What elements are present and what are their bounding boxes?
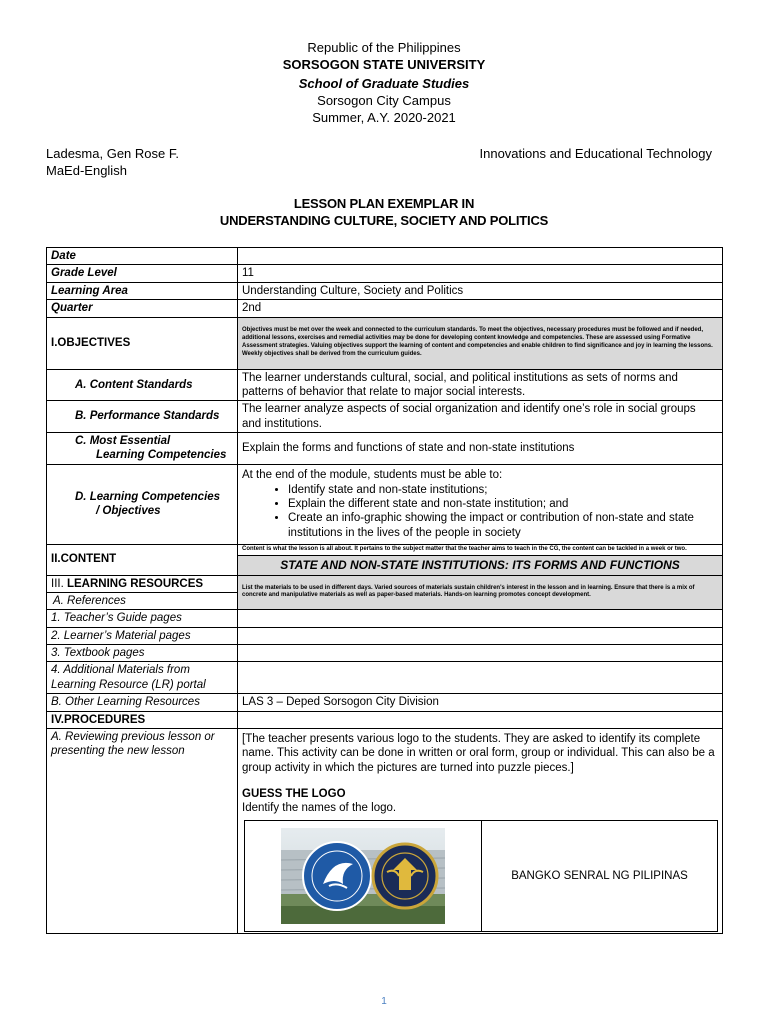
page-number: 1 (381, 996, 387, 1007)
melc-label-line1: C. Most Essential (75, 435, 171, 447)
row-textbook (47, 645, 723, 662)
header-country: Republic of the Philippines (307, 40, 461, 55)
textbook-value (238, 645, 723, 662)
row-objectives (47, 317, 723, 369)
doc-title-line2: UNDERSTANDING CULTURE, SOCIETY AND POLITICS (219, 213, 549, 228)
resources-note: List the materials to be used in different days. Varied sources of materials sustain children's interest in the lesson and in learning. Ensure that there is a mix of concrete and manipulative materials as well as paper-based materials. Hands-on learning promotes concept development. (238, 575, 723, 610)
row-review (47, 728, 723, 933)
quarter-label: Quarter (47, 300, 238, 317)
review-label: A. Reviewing previous lesson or presenting the new lesson (47, 728, 238, 933)
textbook-label: 3. Textbook pages (47, 645, 238, 662)
header-campus: Sorsogon City Campus (317, 93, 451, 108)
row-learning-competencies (47, 464, 723, 544)
row-quarter (47, 300, 723, 317)
row-teachers-guide (47, 610, 723, 627)
row-area (47, 282, 723, 299)
content-note: Content is what the lesson is all about. It pertains to the subject matter that the teacher aims to teach in the CG, the content can be tackled in a week or two. (242, 545, 687, 552)
lc-label-line2: / Objectives (96, 505, 161, 518)
resources-prefix: III. (51, 577, 67, 590)
row-content-standards (47, 369, 723, 401)
performance-standards-label: B. Performance Standards (47, 401, 238, 433)
review-text: [The teacher presents various logo to the students. They are asked to identify its complete name. This activity can be done in written or oral form, group or individual. This can also be a group activity in which the pictures are turned into puzzle pieces.] (242, 732, 715, 774)
date-value (238, 248, 723, 265)
author-name: Ladesma, Gen Rose F. (46, 146, 179, 161)
logo-answer: BANGKO SENRAL NG PILIPINAS (511, 869, 688, 882)
guess-title: GUESS THE LOGO (242, 788, 346, 801)
row-learners-material (47, 627, 723, 644)
row-content (47, 544, 723, 575)
additional-materials-line1: 4. Additional Materials from (51, 664, 190, 677)
header-school: School of Graduate Studies (298, 76, 470, 91)
content-cell (238, 544, 723, 575)
row-date (47, 248, 723, 265)
additional-materials-value (238, 662, 723, 694)
procedures-value (238, 711, 723, 728)
area-value: Understanding Culture, Society and Politics (238, 282, 723, 299)
content-standards-label: A. Content Standards (47, 369, 238, 401)
objectives-label: I.OBJECTIVES (47, 317, 238, 369)
quarter-value: 2nd (238, 300, 723, 317)
grade-value: 11 (238, 265, 723, 282)
review-cell (238, 728, 723, 933)
lc-label-line1: D. Learning Competencies (75, 490, 221, 503)
additional-materials-line2: Learning Resource (LR) portal (51, 678, 206, 691)
references-label: A. References (47, 592, 238, 609)
resources-title: LEARNING RESOURCES (66, 577, 204, 590)
header-term: Summer, A.Y. 2020-2021 (312, 110, 456, 125)
row-melc (47, 433, 723, 465)
row-grade (47, 265, 723, 282)
row-other-resources (47, 694, 723, 711)
learners-material-value (238, 627, 723, 644)
procedures-label: IV.PROCEDURES (47, 711, 238, 728)
grade-label: Grade Level (47, 265, 238, 282)
row-procedures (47, 711, 723, 728)
list-item: • Create an info-graphic showing the impact or contribution of non-state and state institutions in the lives of the people in society (288, 511, 718, 540)
lc-value (238, 464, 723, 544)
lc-label (47, 464, 238, 544)
performance-standards-value: The learner analyze aspects of social organization and identify one’s role in social groups and institutions. (238, 401, 723, 433)
lesson-plan-table (46, 247, 723, 934)
logo-image-cell (245, 821, 482, 931)
date-label: Date (47, 248, 238, 265)
course-name: Innovations and Educational Technology (479, 146, 712, 161)
other-resources-label: B. Other Learning Resources (47, 694, 238, 711)
bsp-logo-photo (281, 828, 445, 924)
content-value: STATE AND NON-STATE INSTITUTIONS: ITS FORMS AND FUNCTIONS (238, 555, 722, 575)
teachers-guide-value (238, 610, 723, 627)
content-standards-value: The learner understands cultural, social, and political institutions as sets of norms and patterns of behavior that relate to major social interests. (238, 369, 723, 401)
resources-label (47, 575, 238, 592)
objectives-note: Objectives must be met over the week and connected to the curriculum standards. To meet the objectives, necessary procedures must be followed and if needed, additional lessons, exercises and remedial activities may be done for developing content knowledge and competencies. These are assessed using Formative Assessment strategies. Valuing objectives support the learning of content and competencies and enable children to find significance and joy in learning the lessons. Weekly objectives shall be derived from the curriculum guides. (238, 317, 723, 369)
doc-title-line1: LESSON PLAN EXEMPLAR IN (293, 196, 475, 211)
guess-instruction: Identify the names of the logo. (242, 802, 397, 815)
melc-label (47, 433, 238, 465)
additional-materials-label (47, 662, 238, 694)
header-university: SORSOGON STATE UNIVERSITY (282, 57, 486, 72)
melc-value: Explain the forms and functions of state and non-state institutions (238, 433, 723, 465)
lc-intro: At the end of the module, students must be able to: (242, 469, 503, 482)
lc-list (242, 483, 718, 541)
row-resources (47, 575, 723, 592)
learners-material-label: 2. Learner’s Material pages (47, 627, 238, 644)
teachers-guide-label: 1. Teacher’s Guide pages (47, 610, 238, 627)
row-additional-materials (47, 662, 723, 694)
row-performance-standards (47, 401, 723, 433)
author-program: MaEd-English (46, 163, 127, 178)
other-resources-value: LAS 3 – Deped Sorsogon City Division (238, 694, 723, 711)
list-item: • Identify state and non-state institutions; (288, 483, 718, 497)
logo-activity-box (244, 820, 718, 932)
content-label: II.CONTENT (47, 544, 238, 575)
area-label: Learning Area (47, 282, 238, 299)
melc-label-line2: Learning Competencies (96, 449, 227, 462)
list-item: • Explain the different state and non-state institution; and (288, 497, 718, 511)
